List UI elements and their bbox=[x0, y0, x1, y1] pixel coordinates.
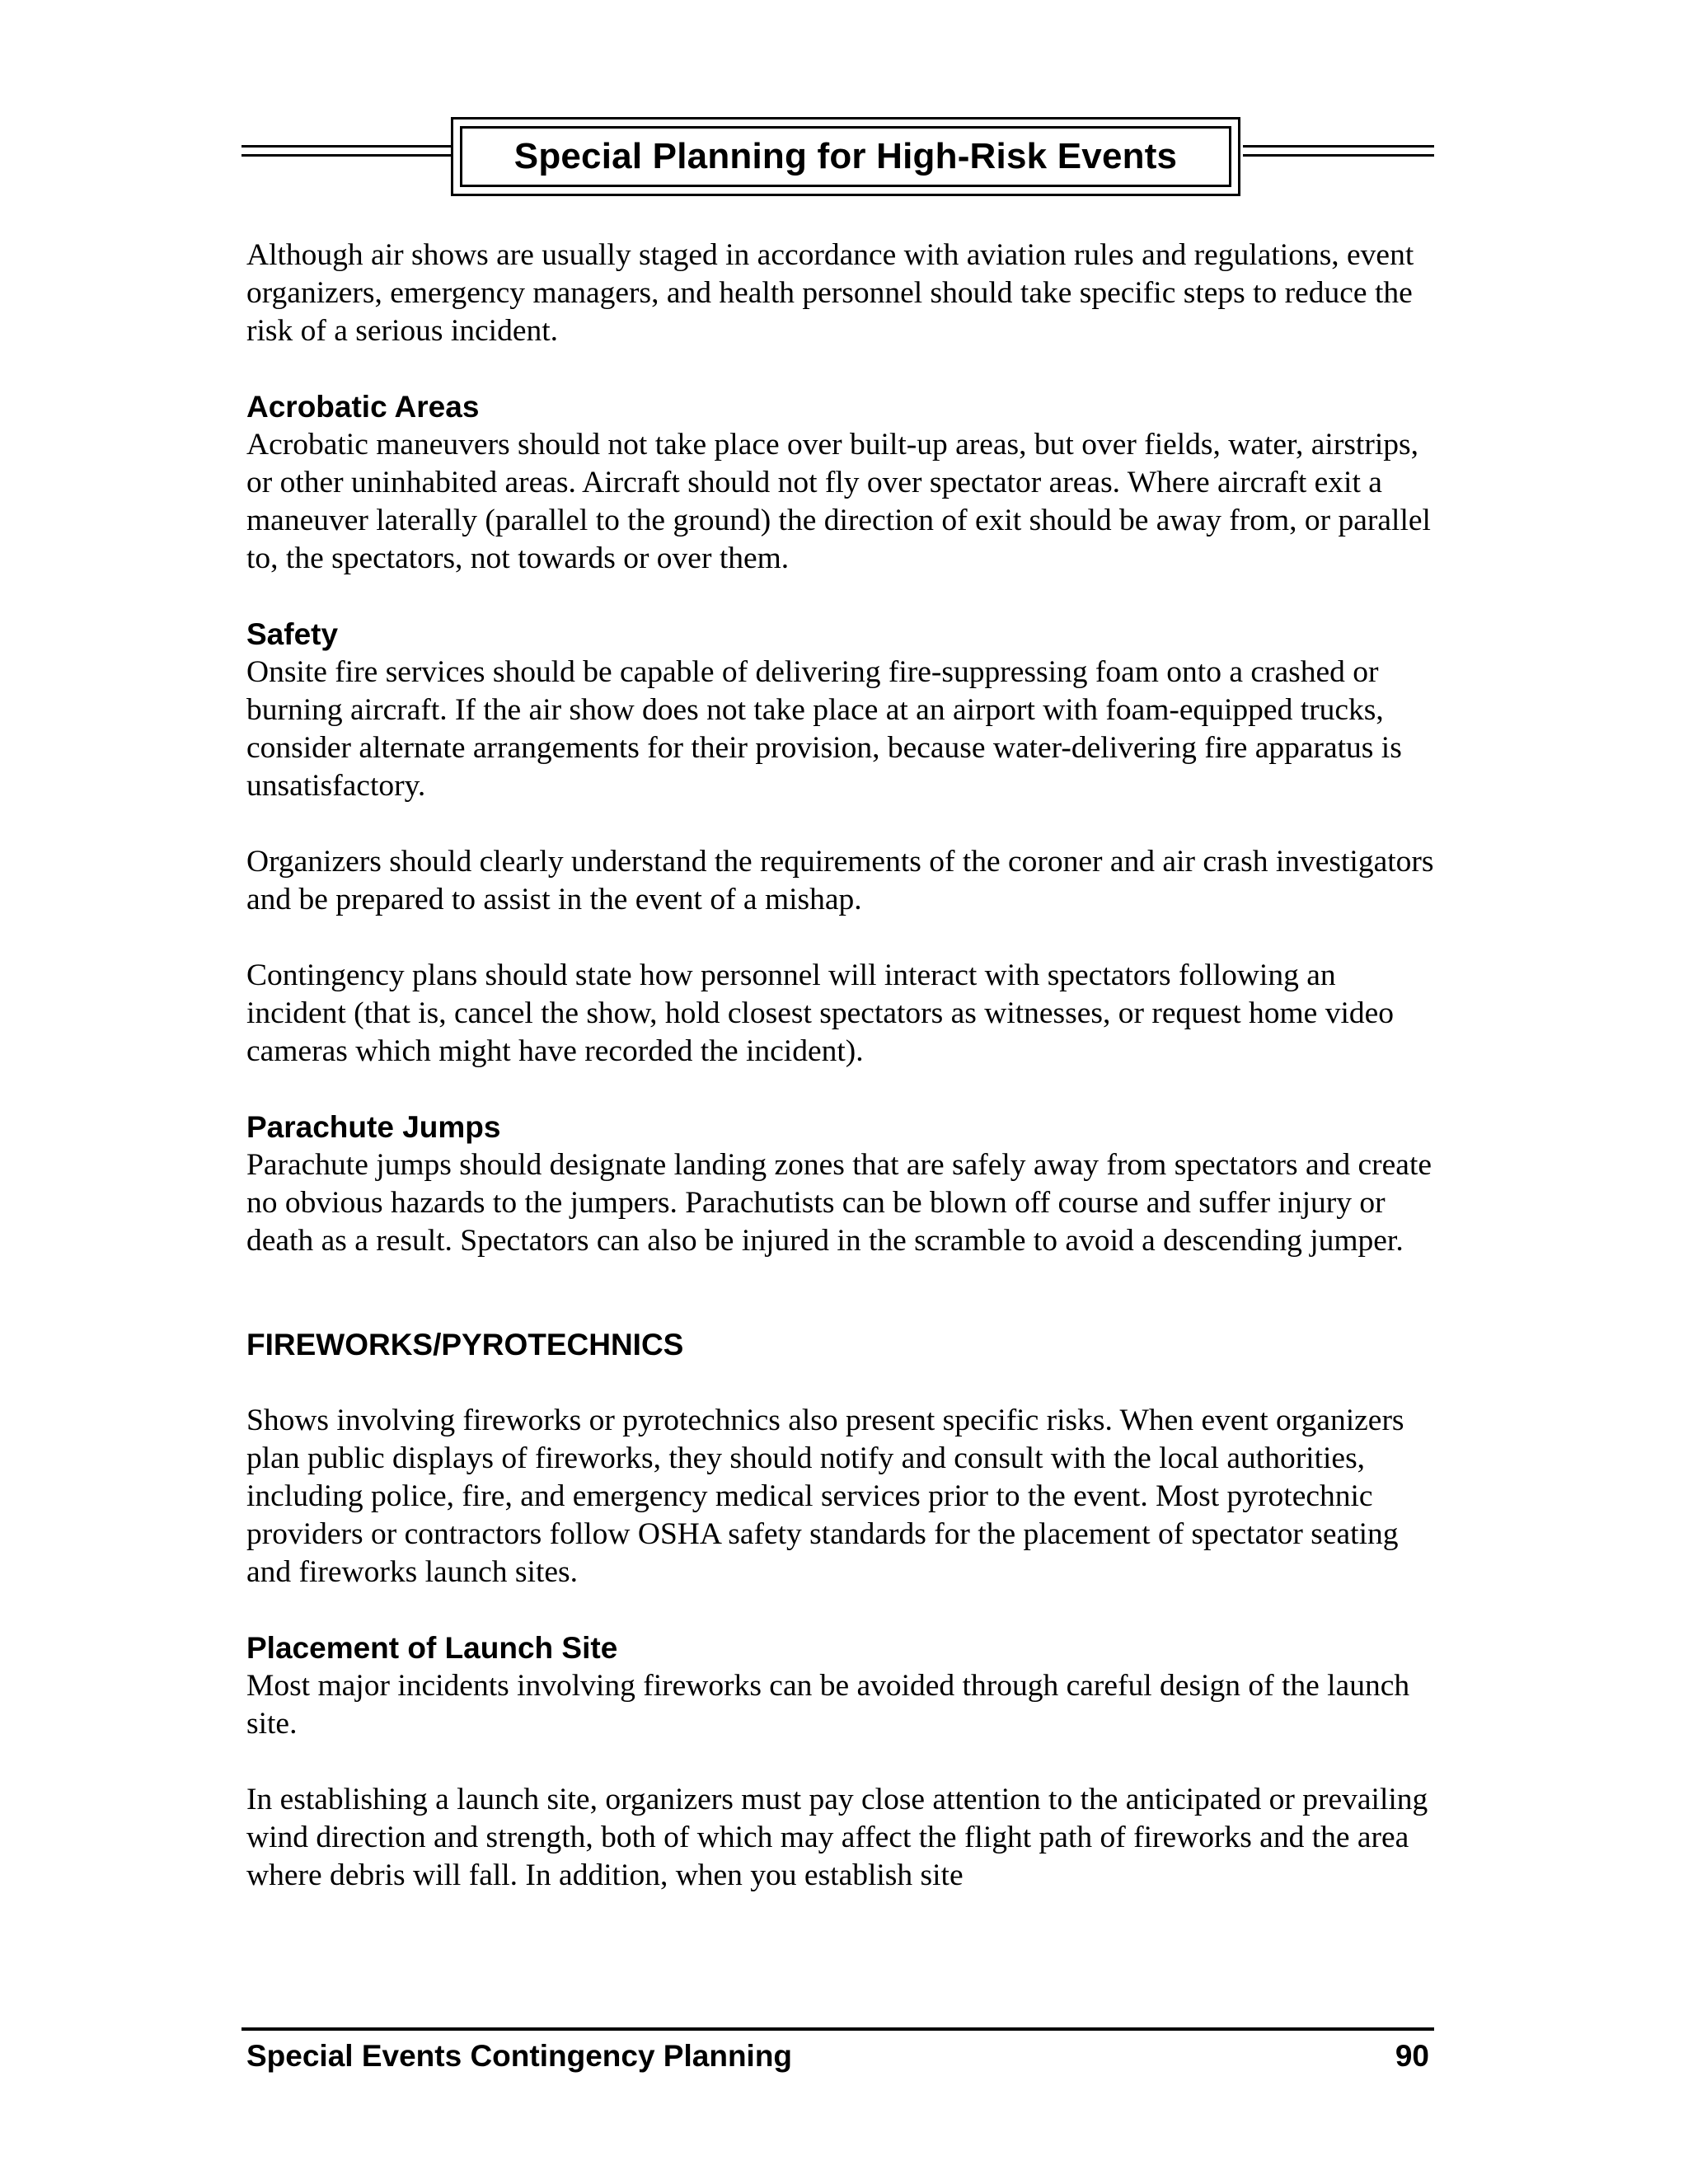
header-rule-left bbox=[241, 145, 456, 157]
header-rule-right bbox=[1243, 145, 1434, 157]
heading-safety: Safety bbox=[246, 617, 339, 651]
page-title: Special Planning for High-Risk Events bbox=[513, 136, 1178, 176]
title-box bbox=[451, 117, 1240, 196]
footer-title: Special Events Contingency Planning bbox=[246, 2039, 793, 2073]
parachute-paragraph: Parachute jumps should designate landing zones that are safely away from spectators and create no obvious hazards to the jumpers. Parachutists can be blown off course and suffer injury or death as a result. Spectators can also be injured in the scramble to avoid a descending jumper. bbox=[246, 1148, 1432, 1258]
launch-paragraph-2: In establishing a launch site, organizers must pay close attention to the anticipated or prevailing wind direction and strength, both of which may affect the flight path of fireworks and the area where debris will fall. In addition, when you establish site bbox=[246, 1783, 1428, 1892]
header-banner bbox=[241, 117, 1434, 199]
heading-placement-launch-site: Placement of Launch Site bbox=[246, 1631, 618, 1665]
intro-paragraph: Although air shows are usually staged in accordance with aviation rules and regulations, event organizers, emergency managers, and health personnel should take specific steps to reduce the risk of a serious incident. bbox=[246, 238, 1414, 348]
main-content bbox=[246, 237, 1442, 1895]
footer-rule bbox=[241, 2027, 1434, 2031]
safety-paragraph-3: Contingency plans should state how personnel will interact with spectators following an incident (that is, cancel the show, hold closest spectators as witnesses, or request home video cameras which might have recorded the incident). bbox=[246, 958, 1395, 1068]
launch-paragraph-1: Most major incidents involving fireworks can be avoided through careful design of the launch site. bbox=[246, 1669, 1410, 1741]
safety-paragraph-2: Organizers should clearly understand the requirements of the coroner and air crash investigators and be prepared to assist in the event of a mishap. bbox=[246, 845, 1434, 916]
acrobatic-paragraph: Acrobatic maneuvers should not take place over built-up areas, but over fields, water, airstrips, or other uninhabited areas. Aircraft should not fly over spectator areas. Where aircraft exit a maneuver laterally (parallel to the ground) the direction of exit should be away from, or parallel to, the spectators, not towards or over them. bbox=[246, 428, 1431, 575]
safety-paragraph-1: Onsite fire services should be capable of delivering fire-suppressing foam onto a crashed or burning aircraft. If the air show does not take place at an airport with foam-equipped trucks, consider alternate arrangements for their provision, because water-delivering fire apparatus is unsatisfactory. bbox=[246, 655, 1402, 803]
heading-acrobatic-areas: Acrobatic Areas bbox=[246, 390, 480, 424]
heading-parachute-jumps: Parachute Jumps bbox=[246, 1110, 501, 1144]
page-number: 90 bbox=[1395, 2039, 1429, 2073]
fireworks-paragraph: Shows involving fireworks or pyrotechnics also present specific risks. When event organizers plan public displays of fireworks, they should notify and consult with the local authorities, including police, fire, and emergency medical services prior to the event. Most pyrotechnic providers or contractors follow OSHA safety standards for the placement of spectator seating and fireworks launch sites. bbox=[246, 1404, 1404, 1589]
page-footer bbox=[241, 2027, 1434, 2074]
heading-fireworks: FIREWORKS/PYROTECHNICS bbox=[246, 1328, 684, 1361]
